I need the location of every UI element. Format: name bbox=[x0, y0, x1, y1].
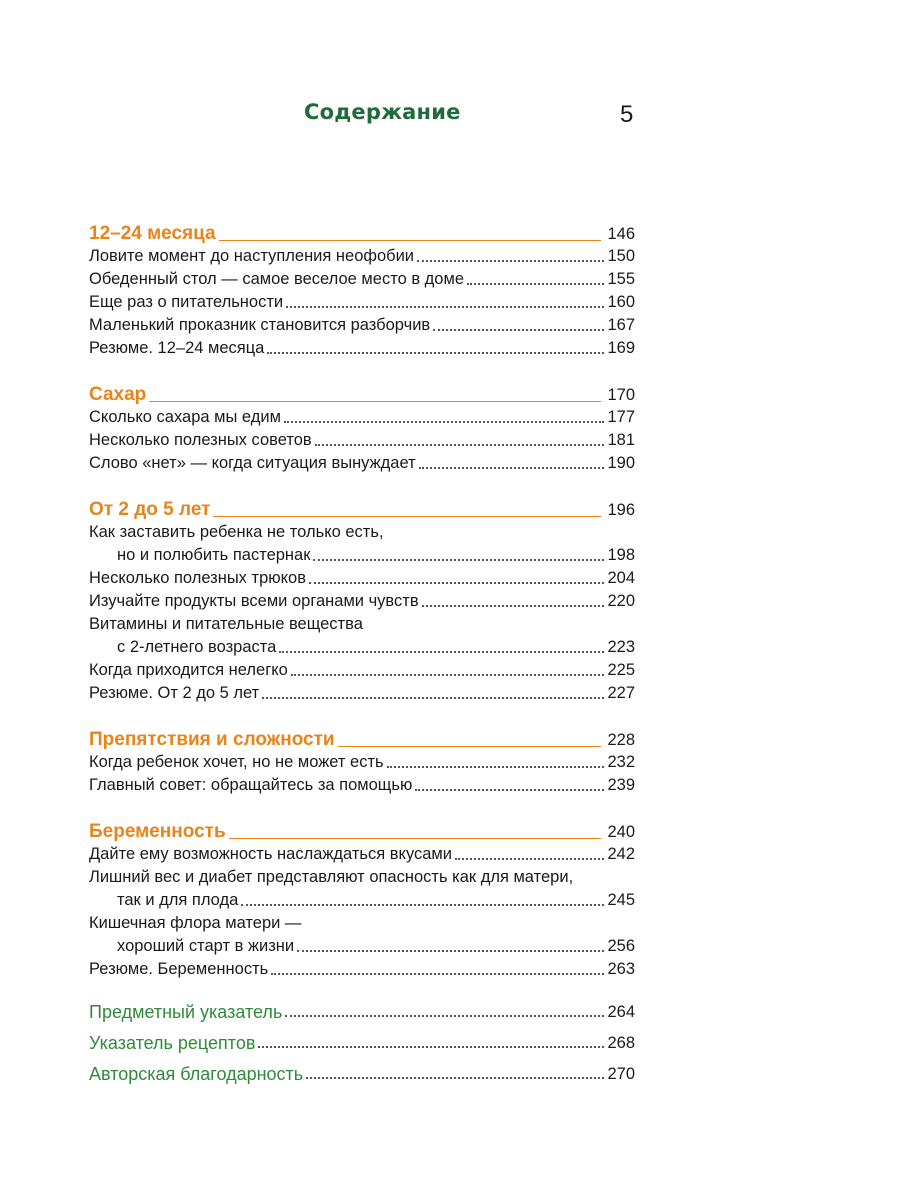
entry-label: Витамины и питательные вещества bbox=[89, 615, 363, 633]
entry-label: Обеденный стол — самое веселое место в доме bbox=[89, 270, 465, 288]
entry-label: Маленький проказник становится разборчив bbox=[89, 316, 431, 334]
toc-entry[interactable] bbox=[89, 589, 635, 611]
toc-section-pregnancy[interactable] bbox=[89, 818, 635, 842]
entry-label: Кишечная флора матери — bbox=[89, 914, 302, 932]
entry-label: Когда ребенок хочет, но не может есть bbox=[89, 753, 384, 771]
toc-entry[interactable] bbox=[89, 336, 635, 358]
entry-label: Еще раз о питательности bbox=[89, 293, 284, 311]
dot-leader bbox=[284, 421, 605, 423]
entry-label: Лишний вес и диабет представляют опасность как для матери, bbox=[89, 868, 574, 886]
toc-section-sugar[interactable] bbox=[89, 381, 635, 405]
toc-entry[interactable] bbox=[89, 405, 635, 427]
entry-page: 160 bbox=[607, 293, 635, 311]
toc-entry[interactable] bbox=[89, 267, 635, 289]
section-page: 240 bbox=[607, 823, 635, 841]
entry-label-continued: хороший старт в жизни bbox=[117, 937, 295, 955]
section-title: Сахар bbox=[89, 384, 147, 405]
dot-leader bbox=[286, 306, 604, 308]
section-page: 228 bbox=[607, 731, 635, 749]
section-rule bbox=[149, 401, 601, 402]
toc-appendix-recipe-index[interactable] bbox=[89, 1031, 635, 1053]
section-title: Беременность bbox=[89, 821, 226, 842]
dot-leader bbox=[291, 674, 605, 676]
entry-label-continued: так и для плода bbox=[117, 891, 239, 909]
entry-label: Ловите момент до наступления неофобии bbox=[89, 247, 415, 265]
entry-page: 263 bbox=[607, 960, 635, 978]
page-number: 5 bbox=[620, 101, 634, 128]
entry-page: 256 bbox=[607, 937, 635, 955]
toc-appendix-acknowledgements[interactable] bbox=[89, 1062, 635, 1084]
dot-leader bbox=[433, 329, 604, 331]
toc-appendix-subject-index[interactable] bbox=[89, 1000, 635, 1022]
section-rule bbox=[338, 746, 602, 747]
entry-label-continued: с 2-летнего возраста bbox=[117, 638, 277, 656]
entry-label: Сколько сахара мы едим bbox=[89, 408, 281, 426]
section-page: 196 bbox=[607, 501, 635, 519]
dot-leader bbox=[309, 582, 605, 584]
entry-label: Как заставить ребенка не только есть, bbox=[89, 523, 384, 541]
entry-page: 169 bbox=[607, 339, 635, 357]
entry-page: 245 bbox=[607, 891, 635, 909]
entry-label: Слово «нет» — когда ситуация вынуждает bbox=[89, 454, 416, 472]
dot-leader bbox=[267, 352, 604, 354]
toc-entry-line1[interactable] bbox=[89, 520, 635, 542]
toc-entry[interactable] bbox=[89, 934, 635, 956]
dot-leader bbox=[422, 605, 605, 607]
dot-leader bbox=[387, 766, 605, 768]
entry-page: 167 bbox=[607, 316, 635, 334]
toc-entry[interactable] bbox=[89, 244, 635, 266]
entry-page: 204 bbox=[607, 569, 635, 587]
toc-entry[interactable] bbox=[89, 842, 635, 864]
entry-page: 198 bbox=[607, 546, 635, 564]
section-rule bbox=[229, 838, 602, 839]
toc-entry[interactable] bbox=[89, 750, 635, 772]
dot-leader bbox=[271, 973, 604, 975]
appendix-label: Авторская благодарность bbox=[89, 1064, 304, 1084]
dot-leader bbox=[419, 467, 605, 469]
entry-label: Изучайте продукты всеми органами чувств bbox=[89, 592, 419, 610]
entry-page: 223 bbox=[607, 638, 635, 656]
toc-entry[interactable] bbox=[89, 957, 635, 979]
section-title: 12–24 месяца bbox=[89, 223, 216, 244]
toc-entry-line1[interactable] bbox=[89, 865, 635, 887]
dot-leader bbox=[313, 559, 604, 561]
entry-label: Когда приходится нелегко bbox=[89, 661, 288, 679]
toc-entry[interactable] bbox=[89, 290, 635, 312]
toc-entry[interactable] bbox=[89, 428, 635, 450]
entry-label: Резюме. 12–24 месяца bbox=[89, 339, 265, 357]
entry-page: 232 bbox=[607, 753, 635, 771]
dot-leader bbox=[258, 1046, 604, 1048]
toc-entry[interactable] bbox=[89, 888, 635, 910]
entry-page: 181 bbox=[607, 431, 635, 449]
entry-label: Резюме. От 2 до 5 лет bbox=[89, 684, 260, 702]
entry-page: 264 bbox=[607, 1003, 635, 1021]
section-title: Препятствия и сложности bbox=[89, 729, 335, 750]
toc-section-12-24-months[interactable] bbox=[89, 220, 635, 244]
entry-page: 225 bbox=[607, 661, 635, 679]
dot-leader bbox=[285, 1015, 604, 1017]
dot-leader bbox=[241, 904, 604, 906]
entry-page: 155 bbox=[607, 270, 635, 288]
toc-section-2-5-years[interactable] bbox=[89, 496, 635, 520]
dot-leader bbox=[262, 697, 604, 699]
toc-entry-line1[interactable] bbox=[89, 612, 635, 634]
entry-label: Несколько полезных трюков bbox=[89, 569, 306, 587]
entry-page: 190 bbox=[607, 454, 635, 472]
dot-leader bbox=[306, 1077, 604, 1079]
entry-page: 177 bbox=[607, 408, 635, 426]
page-title: Содержание bbox=[304, 100, 461, 124]
toc-entry[interactable] bbox=[89, 658, 635, 680]
section-page: 170 bbox=[607, 386, 635, 404]
toc-entry[interactable] bbox=[89, 681, 635, 703]
dot-leader bbox=[315, 444, 605, 446]
toc-entry[interactable] bbox=[89, 313, 635, 335]
section-page: 146 bbox=[607, 225, 635, 243]
toc-entry[interactable] bbox=[89, 773, 635, 795]
entry-page: 270 bbox=[607, 1065, 635, 1083]
dot-leader bbox=[417, 260, 604, 262]
toc-entry[interactable] bbox=[89, 635, 635, 657]
entry-label: Главный совет: обращайтесь за помощью bbox=[89, 776, 413, 794]
toc-entry[interactable] bbox=[89, 543, 635, 565]
toc-entry-line1[interactable] bbox=[89, 911, 635, 933]
dot-leader bbox=[279, 651, 604, 653]
toc-entry[interactable] bbox=[89, 566, 635, 588]
dot-leader bbox=[415, 789, 604, 791]
entry-label: Дайте ему возможность наслаждаться вкусами bbox=[89, 845, 452, 863]
section-rule bbox=[219, 240, 602, 241]
entry-page: 150 bbox=[607, 247, 635, 265]
section-title: От 2 до 5 лет bbox=[89, 499, 211, 520]
appendix-label: Указатель рецептов bbox=[89, 1033, 256, 1053]
entry-page: 242 bbox=[607, 845, 635, 863]
entry-page: 239 bbox=[607, 776, 635, 794]
entry-page: 227 bbox=[607, 684, 635, 702]
entry-label-continued: но и полюбить пастернак bbox=[117, 546, 311, 564]
entry-page: 220 bbox=[607, 592, 635, 610]
entry-page: 268 bbox=[607, 1034, 635, 1052]
appendix-label: Предметный указатель bbox=[89, 1002, 283, 1022]
dot-leader bbox=[455, 858, 604, 860]
entry-label: Несколько полезных советов bbox=[89, 431, 312, 449]
dot-leader bbox=[467, 283, 604, 285]
toc-entry[interactable] bbox=[89, 451, 635, 473]
toc-section-obstacles[interactable] bbox=[89, 726, 635, 750]
entry-label: Резюме. Беременность bbox=[89, 960, 269, 978]
section-rule bbox=[213, 516, 601, 517]
dot-leader bbox=[297, 950, 604, 952]
